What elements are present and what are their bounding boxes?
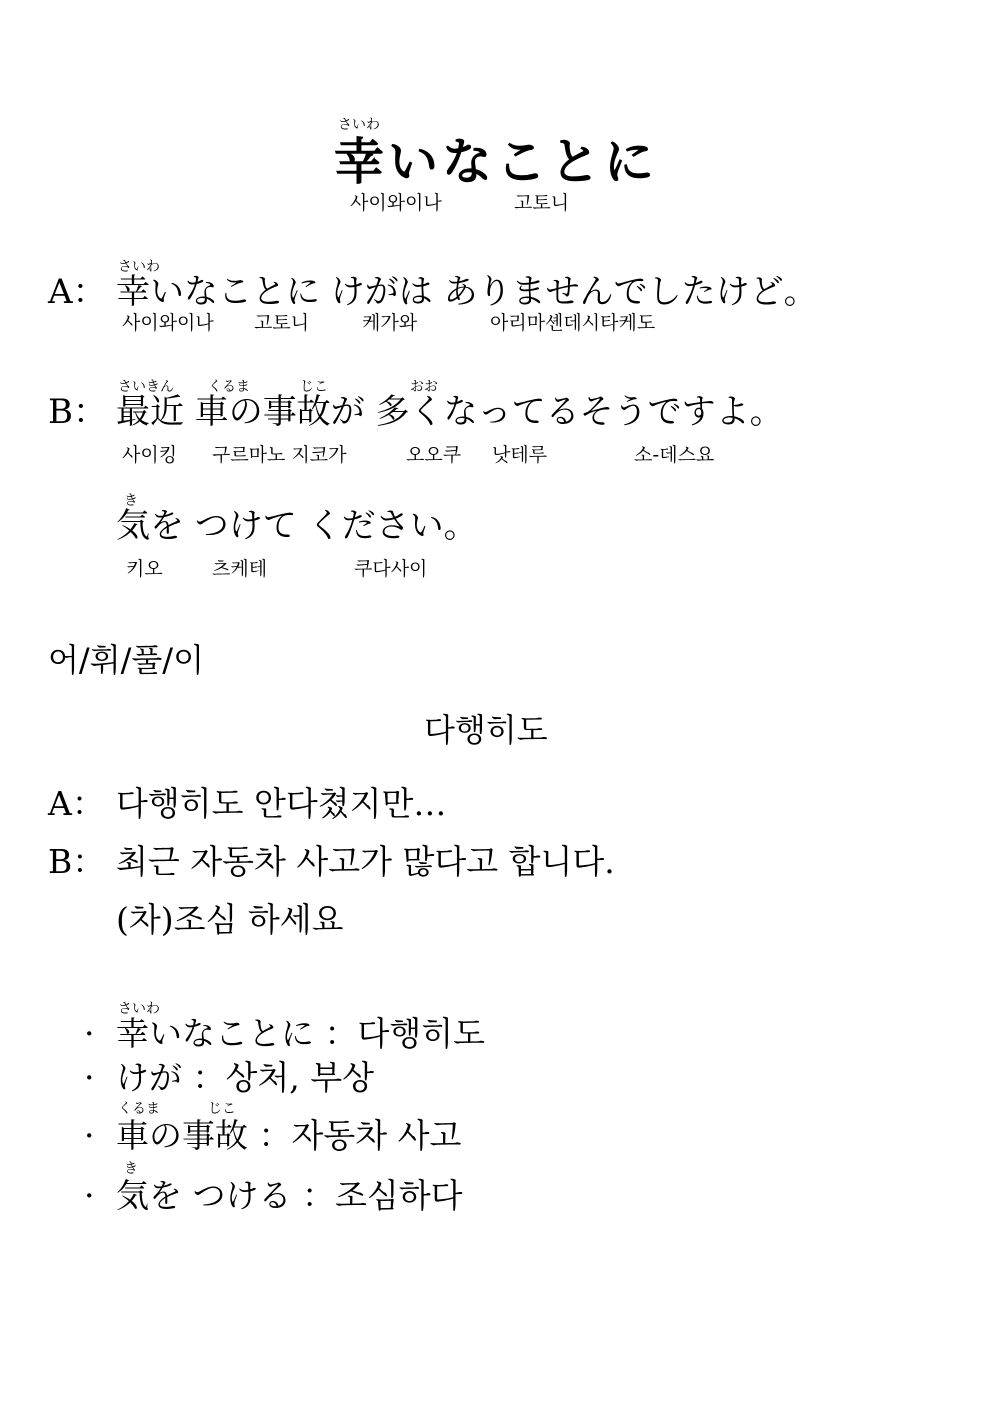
a-pron-3: 케가와 — [362, 312, 418, 334]
b2-pron-2: 츠케테 — [212, 558, 268, 580]
vocab-4-bullet: · — [84, 1176, 95, 1215]
translation-b1-text: 최근 자동차 사고가 많다고 합니다. — [116, 842, 615, 881]
vocab-1-text: 幸いなことに ：다행히도 — [116, 1014, 486, 1053]
b-ruby-2: くるま — [208, 379, 250, 395]
speaker-a: A： — [48, 272, 107, 312]
vocab-4-text: 気を つける ：조심하다 — [116, 1176, 463, 1215]
translation-title: 다행히도 — [424, 711, 548, 749]
b2-pron-1: 키오 — [126, 558, 163, 580]
vocab-2-text: けが ：상처, 부상 — [116, 1058, 374, 1097]
vocab-heading: 어/휘/풀/이 — [48, 641, 204, 679]
speaker-b: B： — [48, 392, 107, 432]
dialogue-a-text: 幸いなことに けがは ありませんでしたけど。 — [116, 272, 818, 312]
translation-b2-text: (차)조심 하세요 — [116, 900, 344, 939]
translation-speaker-a: A： — [48, 784, 105, 823]
b-ruby-3: じこ — [300, 379, 328, 395]
translation-a-text: 다행히도 안다쳤지만… — [116, 784, 447, 823]
vocab-1-bullet: · — [84, 1014, 95, 1053]
vocab-3-ruby-1: くるま — [118, 1101, 160, 1117]
a-pron-4: 아리마셴데시타케도 — [490, 312, 656, 334]
b1-pron-2: 구르마노 지코가 — [212, 444, 347, 466]
vocab-2-bullet: · — [84, 1058, 95, 1097]
b1-pron-1: 사이킹 — [122, 444, 178, 466]
b2-pron-3: 쿠다사이 — [354, 558, 428, 580]
vocab-3-text: 車の事故 ：자동차 사고 — [116, 1116, 462, 1155]
b-ruby-4: おお — [410, 379, 438, 395]
vocab-3-bullet: · — [84, 1116, 95, 1155]
b-ruby-1: さいきん — [118, 379, 174, 395]
title-pron-1: 사이와이나 — [350, 192, 442, 214]
a-ruby: さいわ — [118, 259, 160, 275]
title-ruby: さいわ — [338, 117, 380, 133]
vocab-4-ruby: き — [124, 1161, 138, 1177]
b1-pron-5: 소-데스요 — [634, 444, 715, 466]
page-title: 幸いなことに — [334, 132, 658, 191]
a-pron-2: 고토니 — [254, 312, 310, 334]
b1-pron-4: 낫테루 — [492, 444, 548, 466]
b2-ruby: き — [124, 493, 138, 509]
dialogue-b2-text: 気を つけて ください。 — [116, 506, 478, 546]
translation-speaker-b: B： — [48, 842, 106, 881]
title-pron-2: 고토니 — [514, 192, 570, 214]
b1-pron-3: 오오쿠 — [406, 444, 462, 466]
dialogue-b1-text: 最近 車の事故が 多くなってるそうですよ。 — [116, 392, 784, 432]
vocab-1-ruby: さいわ — [118, 1001, 160, 1017]
a-pron-1: 사이와이나 — [122, 312, 214, 334]
vocab-3-ruby-2: じこ — [208, 1101, 236, 1117]
